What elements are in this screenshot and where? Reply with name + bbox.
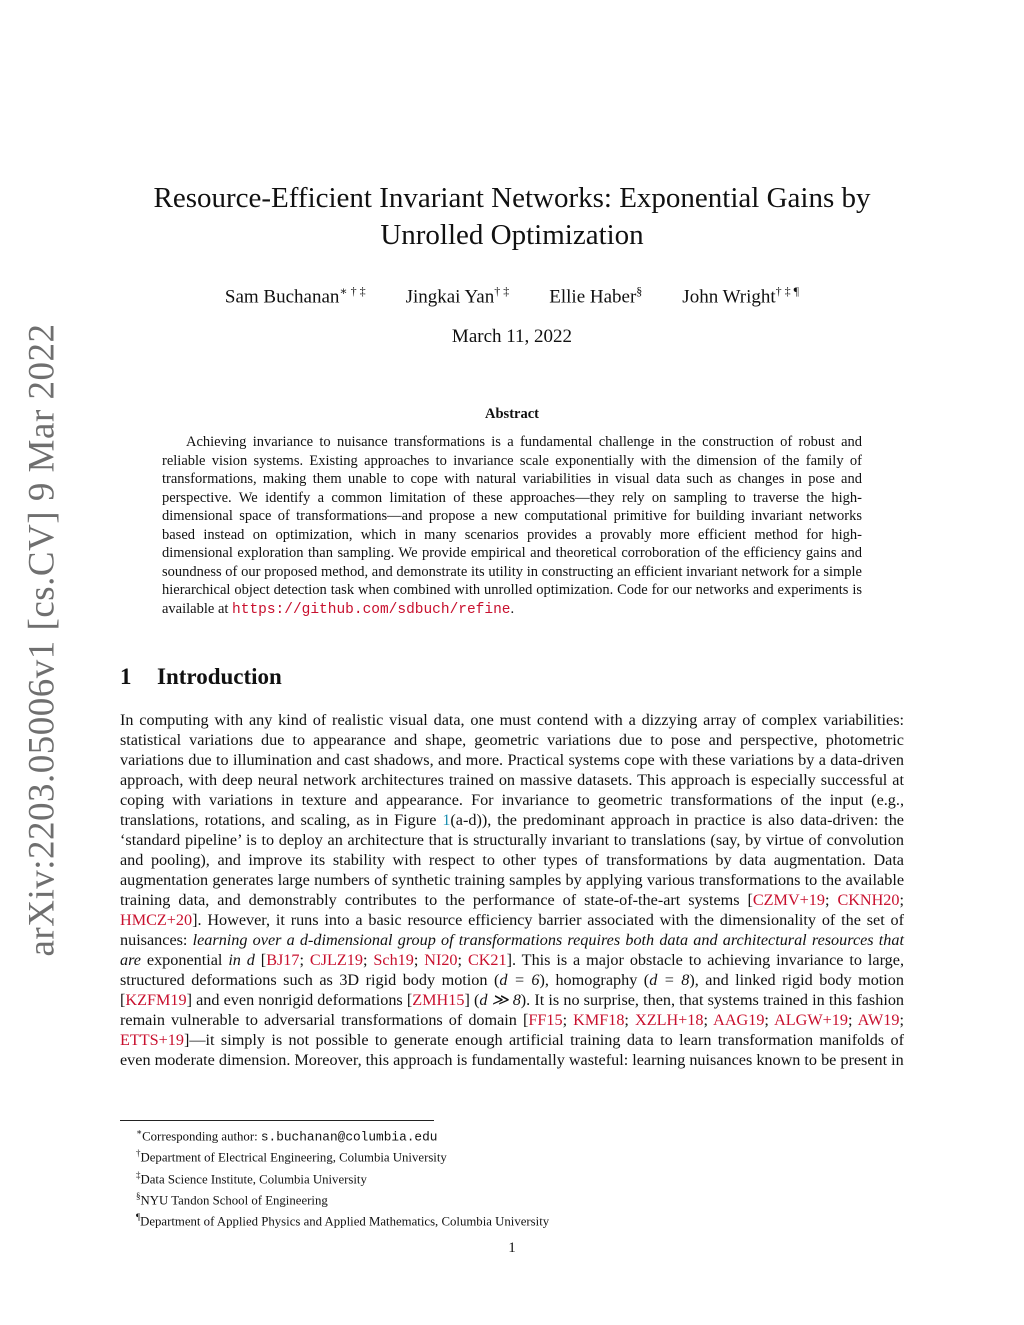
page-number: 1 <box>508 1240 516 1256</box>
affiliation-marks: † ‡ ¶ <box>775 284 800 298</box>
arxiv-identifier: arXiv:2203.05006v1 [cs.CV] 9 Mar 2022 <box>21 323 63 957</box>
citation-link[interactable]: KMF18 <box>573 1011 625 1029</box>
author-list <box>120 284 904 308</box>
citation-link[interactable]: BJ17 <box>266 951 300 969</box>
author: Ellie Haber§ <box>549 284 643 308</box>
footnote-affiliation: §NYU Tandon School of Engineering <box>136 1190 328 1208</box>
publication-date: March 11, 2022 <box>451 326 573 347</box>
email-address: s.buchanan@columbia.edu <box>260 1129 438 1145</box>
citation-link[interactable]: CZMV+19 <box>752 891 825 909</box>
abstract-body: Achieving invariance to nuisance transformations is a fundamental challenge in the construction of robust and reliable vision systems. Existing approaches to invariance scale exponentially with the dimension of the family of transformations, making them unable to cope with natural variabilities in visual data such as changes in pose and perspective. We identify a common limitation of these approaches—they rely on sampling to traverse the high-dimensional space of transformations—and propose a new computational primitive for building invariant networks based instead on optimization, which in many scenarios provides a provably more efficient method for high-dimensional exploration than sampling. We provide empirical and theoretical corroboration of the efficiency gains and soundness of our proposed method, and demonstrate its utility in constructing an efficient invariant network for a simple hierarchical object detection task when combined with unrolled optimization. Code for our networks and experiments is available at https://github.com/sdbuch/refine. <box>162 434 862 618</box>
introduction-paragraph: In computing with any kind of realistic visual data, one must contend with a dizzying array of complex variabilities: statistical variations due to appearance and shape, geometric variations due to pose and perspective, photometric variations due to illumination and cast shadows, and more. Practical systems cope with these variations by a data-driven approach, with deep neural network architectures trained on massive datasets. This approach is especially successful at coping with variations in texture and appearance. For invariance to geometric transformations of the input (e.g., translations, rotations, and scaling, as in Figure 1(a-d)), the predominant approach in practice is also data-driven: the ‘standard pipeline’ is to deploy an architecture that is structurally invariant to translations (say, by virtue of convolution and pooling), and improve its stability with respect to other types of transformations by data augmentation. Data augmentation generates large numbers of synthetic training samples by applying various transformations to the available training data, and demonstrably contributes to the performance of state-of-the-art systems [CZMV+19; CKNH20; HMCZ+20]. However, it runs into a basic resource efficiency barrier associated with the dimensionality of the set of nuisances: learning over a d-dimensional group of transformations requires both data and architectural resources that are exponential in d [BJ17; CJLZ19; Sch19; NI20; CK21]. This is a major obstacle to achieving invariance to large, structured deformations such as 3D rigid body motion (d = 6), homography (d = 8), and linked rigid body motion [KZFM19] and even nonrigid deformations [ZMH15] (d ≫ 8). It is no surprise, then, that systems trained in this fashion remain vulnerable to adversarial transformations of domain [FF15; KMF18; XZLH+18; AAG19; ALGW+19; AW19; ETTS+19]—it simply is not possible to generate enough artificial training data to learn transformation manifolds of even moderate dimension. Moreover, this approach is fundamentally wasteful: learning nuisances known to be present in <box>120 711 905 1069</box>
section-heading <box>120 664 282 690</box>
citation-link[interactable]: CKNH20 <box>837 891 900 909</box>
abstract-heading: Abstract <box>485 406 539 422</box>
citation-link[interactable]: ALGW+19 <box>774 1011 848 1029</box>
citation-link[interactable]: CJLZ19 <box>309 951 363 969</box>
affiliation-marks: ∗ † ‡ <box>339 284 366 298</box>
section-number: 1 <box>120 664 132 689</box>
citation-link[interactable]: HMCZ+20 <box>120 911 193 929</box>
citation-link[interactable]: XZLH+18 <box>635 1011 704 1029</box>
footnote-affiliation: ‡Data Science Institute, Columbia University <box>136 1169 367 1186</box>
citation-link[interactable]: ETTS+19 <box>120 1031 184 1049</box>
citation-link[interactable]: NI20 <box>424 951 458 969</box>
citation-link[interactable]: FF15 <box>528 1011 563 1029</box>
citation-link[interactable]: Sch19 <box>373 951 414 969</box>
footnotes <box>136 1124 549 1230</box>
section-title: Introduction <box>157 664 282 689</box>
citation-link[interactable]: AW19 <box>857 1011 900 1029</box>
footnote-affiliation: †Department of Electrical Engineering, Columbia University <box>136 1148 447 1165</box>
figure-ref-link[interactable]: 1 <box>442 811 451 829</box>
paper-title: Resource-Efficient Invariant Networks: Exponential Gains by Unrolled Optimization <box>153 182 871 251</box>
citation-link[interactable]: KZFM19 <box>125 991 187 1009</box>
citation-link[interactable]: ZMH15 <box>412 991 465 1009</box>
footnote-affiliation: ¶Department of Applied Physics and Applied Mathematics, Columbia University <box>136 1212 550 1229</box>
author: Sam Buchanan∗ † ‡ <box>224 284 366 308</box>
citation-link[interactable]: CK21 <box>467 951 507 969</box>
author: Jingkai Yan† ‡ <box>405 284 510 308</box>
footnote-corresponding-author: ∗Corresponding author: s.buchanan@columbia.edu <box>136 1127 438 1145</box>
affiliation-marks: § <box>636 284 643 298</box>
footnote-divider <box>120 1120 434 1121</box>
author: John Wright† ‡ ¶ <box>682 284 800 308</box>
affiliation-marks: † ‡ <box>494 284 510 298</box>
code-link[interactable]: https://github.com/sdbuch/refine <box>232 601 511 618</box>
citation-link[interactable]: AAG19 <box>713 1011 765 1029</box>
